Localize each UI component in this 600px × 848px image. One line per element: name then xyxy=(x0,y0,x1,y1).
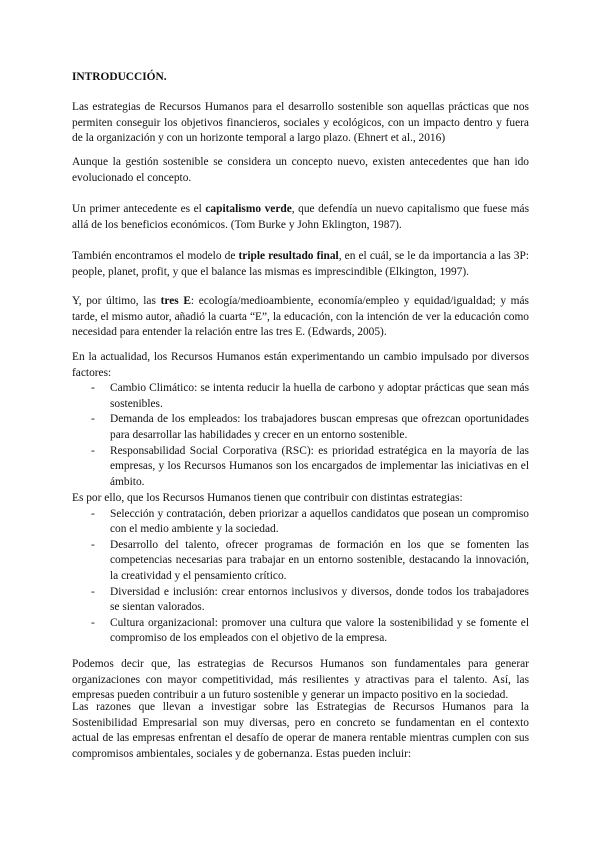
dash-bullet: - xyxy=(91,585,95,598)
paragraph-green-capitalism xyxy=(72,202,529,233)
list-item xyxy=(72,585,529,616)
dash-bullet: - xyxy=(91,382,95,395)
list-item xyxy=(72,507,529,538)
paragraph-strategies xyxy=(72,491,529,647)
dash-bullet: - xyxy=(91,507,95,520)
list-item-text: Demanda de los empleados: los trabajadores buscan empresas que ofrezcan oportunidades para desarrollar las habilidades y crecer en un entorno sostenible. xyxy=(110,413,529,441)
list-item-text: Responsabilidad Social Corporativa (RSC): es prioridad estratégica en la mayoría de las empresas, y los Recursos Humanos son los encargados de implementar las iniciativas en el ámbito. xyxy=(110,444,529,488)
text: Un primer antecedente es el xyxy=(72,203,206,215)
text: También encontramos el modelo de xyxy=(72,250,239,262)
dash-bullet: - xyxy=(91,444,95,457)
paragraph-conclusion: Podemos decir que, las estrategias de Recursos Humanos son fundamentales para generar organizaciones con mayor competitividad, más resilientes y atractivas para el talento. Así, las empresas pueden contribuir a un futuro sostenible y generar un impacto positivo en la sociedad. xyxy=(72,658,529,702)
paragraph-reasons: Las razones que llevan a investigar sobre las Estrategias de Recursos Humanos para la Sostenibilidad Empresarial son muy diversas, pero en concreto se fundamentan en el contexto actual de las empresas enfrentan el desafío de operar de manera rentable mientras cumplen con sus compromisos ambientales, sociales y de gobernanza. Estas pueden incluir: xyxy=(72,701,529,760)
list-item-text: Cambio Climático: se intenta reducir la huella de carbono y adoptar prácticas que sean más sostenibles. xyxy=(110,382,529,410)
paragraph-factors xyxy=(72,350,529,490)
list-item xyxy=(72,616,529,647)
list-item-text: Desarrollo del talento, ofrecer programas de formación en los que se fomenten las competencias necesarias para trabajar en un entorno sostenible, destacando la innovación, la creatividad y el pensamiento crítico. xyxy=(110,538,529,582)
factors-intro: En la actualidad, los Recursos Humanos están experimentando un cambio impulsado por diversos factores: xyxy=(72,351,529,379)
list-item xyxy=(72,412,529,443)
text: : ecología/medioambiente, economía/empleo y equidad/igualdad; y más tarde, el mismo autor, añadió la cuarta “E”, la educación, con la intención de ver la educación como necesidad para entender la relación entre las tres E. (Edwards, 2005). xyxy=(72,295,529,339)
paragraph-triple-bottom-line xyxy=(72,249,529,280)
bold-term: tres E xyxy=(160,295,191,307)
text: , en el cuál, se le da importancia a las 3P: people, planet, profit, y que el balance las mismas es imprescindible (Elkington, 1997). xyxy=(72,250,530,278)
section-heading: INTRODUCCIÓN. xyxy=(72,71,167,83)
dash-bullet: - xyxy=(91,538,95,551)
bold-term: triple resultado final xyxy=(238,250,339,262)
factors-list xyxy=(72,381,529,490)
paragraph-antecedents: Aunque la gestión sostenible se considera un concepto nuevo, existen antecedentes que han ido evolucionado el concepto. xyxy=(72,156,529,184)
dash-bullet: - xyxy=(91,413,95,426)
list-item-text: Diversidad e inclusión: crear entornos inclusivos y diversos, donde todos los trabajadores se sientan valorados. xyxy=(110,585,529,614)
strategies-list xyxy=(72,507,529,647)
text: Y, por último, las xyxy=(72,295,161,307)
bold-term: capitalismo verde xyxy=(205,203,292,215)
list-item-text: Selección y contratación, deben priorizar a aquellos candidatos que posean un compromiso con el medio ambiente y la sociedad. xyxy=(110,507,529,536)
list-item xyxy=(72,381,529,412)
list-item-text: Cultura organizacional: promover una cultura que valore la sostenibilidad y se fomente el compromiso de los empleados con el objetivo de la empresa. xyxy=(110,616,529,645)
text: , que defendía un nuevo capitalismo que fuese más allá de los beneficios económicos. (Tom Burke y John Eklington, 1987). xyxy=(72,203,530,231)
list-item xyxy=(72,444,529,491)
strategies-intro: Es por ello, que los Recursos Humanos tienen que contribuir con distintas estrategias: xyxy=(72,492,463,504)
paragraph-definition: Las estrategias de Recursos Humanos para el desarrollo sostenible son aquellas prácticas que nos permiten conseguir los objetivos financieros, sociales y ecológicos, con un impacto dentro y fuera de la organización y con un horizonte temporal a largo plazo. (Ehnert et al., 2016) xyxy=(72,101,529,145)
dash-bullet: - xyxy=(91,616,95,629)
paragraph-three-e xyxy=(72,294,529,341)
list-item xyxy=(72,538,529,585)
